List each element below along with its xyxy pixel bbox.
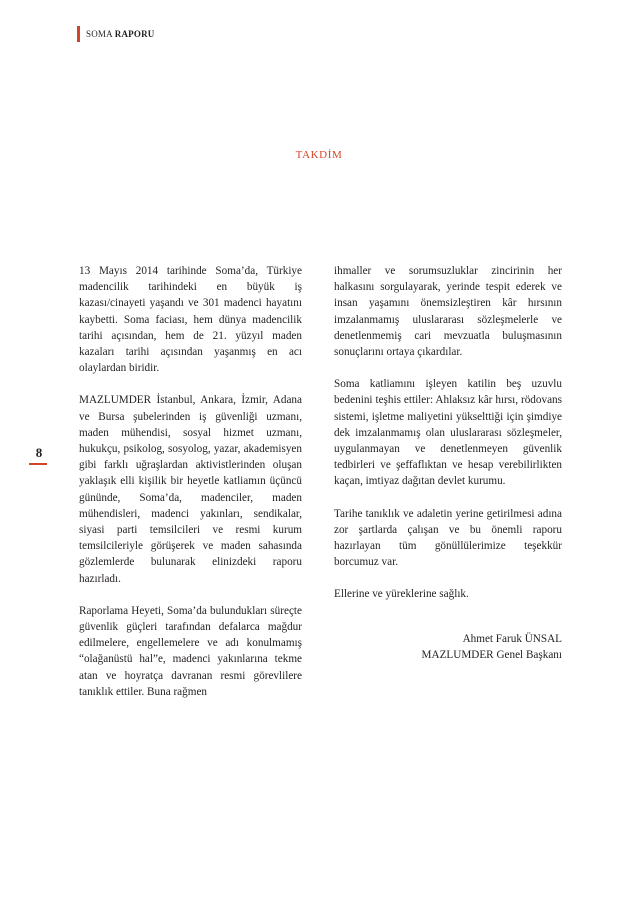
signature-name: Ahmet Faruk ÜNSAL: [462, 633, 562, 645]
paragraph: Soma katliamını işleyen katilin beş uzuvlu bedenini teşhis ettiler: Ahlaksız kâr hırsı, rödovans sistemi, işletme maliyetini yükselttiği için şimdiye dek imzalanmamış olan uluslararası sözleşmeler, uygulanmayan ve denetlenmeyen güvenlik tedbirleri ve şeffaflıktan ve hesap verebilirlikten kaçan, imtiyaz dağıtan devlet kurumu.: [334, 378, 562, 488]
paragraph: Tarihe tanıklık ve adaletin yerine getirilmesi adına zor şartlarda çalışan ve bu önemli raporu hazırlayan tüm gönüllülerimize teşekkür borcumuz var.: [334, 507, 562, 569]
right-column: [334, 263, 562, 619]
paragraph: Raporlama Heyeti, Soma’da bulundukları süreçte güvenlik güçleri tarafından defalarca mağdur edilmelere, engellemelere ve adı konulmamış “olağanüstü hal”e, madenci yakınlarına tekme atan ve hoyratça davranan resmi görevlilere tanıklık ettiler. Buna rağmen: [79, 604, 302, 698]
header-title: RAPORU: [114, 29, 155, 39]
header-section: SOMA: [86, 29, 113, 39]
paragraph: ihmaller ve sorumsuzluklar zincirinin her halkasını sorgulayarak, yerinde tespit ederek ve insan yaşamını önemsizleştiren kâr hırsının imzalanmamış uluslararası sözleşmelerle ve denetlenmemiş cari mevzuatla buluşmasının sonuçlarını ortaya çıkardılar.: [334, 265, 562, 359]
page-title: TAKDİM: [295, 149, 343, 161]
left-column: [79, 263, 302, 716]
paragraph: 13 Mayıs 2014 tarihinde Soma’da, Türkiye madencilik tarihindeki en büyük iş kazası/cinayeti yaşandı ve 301 madenci hayatını kaybetti. Soma faciası, hem dünya madencilik tarihi açısından, hem de 21. yüzyıl maden kazaları tarihi açısından yaşanmış en acı olaylardan biridir.: [79, 265, 302, 375]
paragraph: MAZLUMDER İstanbul, Ankara, İzmir, Adana ve Bursa şubelerinden iş güvenliği uzmanı, maden mühendisi, sosyal hizmet uzmanı, hukukçu, psikolog, sosyolog, yazar, akademisyen gibi farklı uğraşlardan aktivistlerinden oluşan yaklaşık elli kişilik bir heyetle katliamın üçüncü gününde, Soma’da, madenciler, maden mühendisleri, madenci yakınları, sendikalar, siyasi parti temsilcileri ve resmi kurum temsilcileriyle görüşerek ve maden sahasında gözlemlerde bulunarak elinizdeki raporu hazırladı.: [79, 394, 302, 585]
paragraph: Ellerine ve yüreklerine sağlık.: [334, 588, 469, 601]
page-number: 8: [35, 445, 43, 460]
signature-block: [334, 631, 562, 663]
running-header: [86, 27, 154, 41]
header-accent-bar: [77, 26, 80, 42]
page-number-rule: [29, 463, 47, 465]
signature-role: MAZLUMDER Genel Başkanı: [421, 649, 562, 662]
